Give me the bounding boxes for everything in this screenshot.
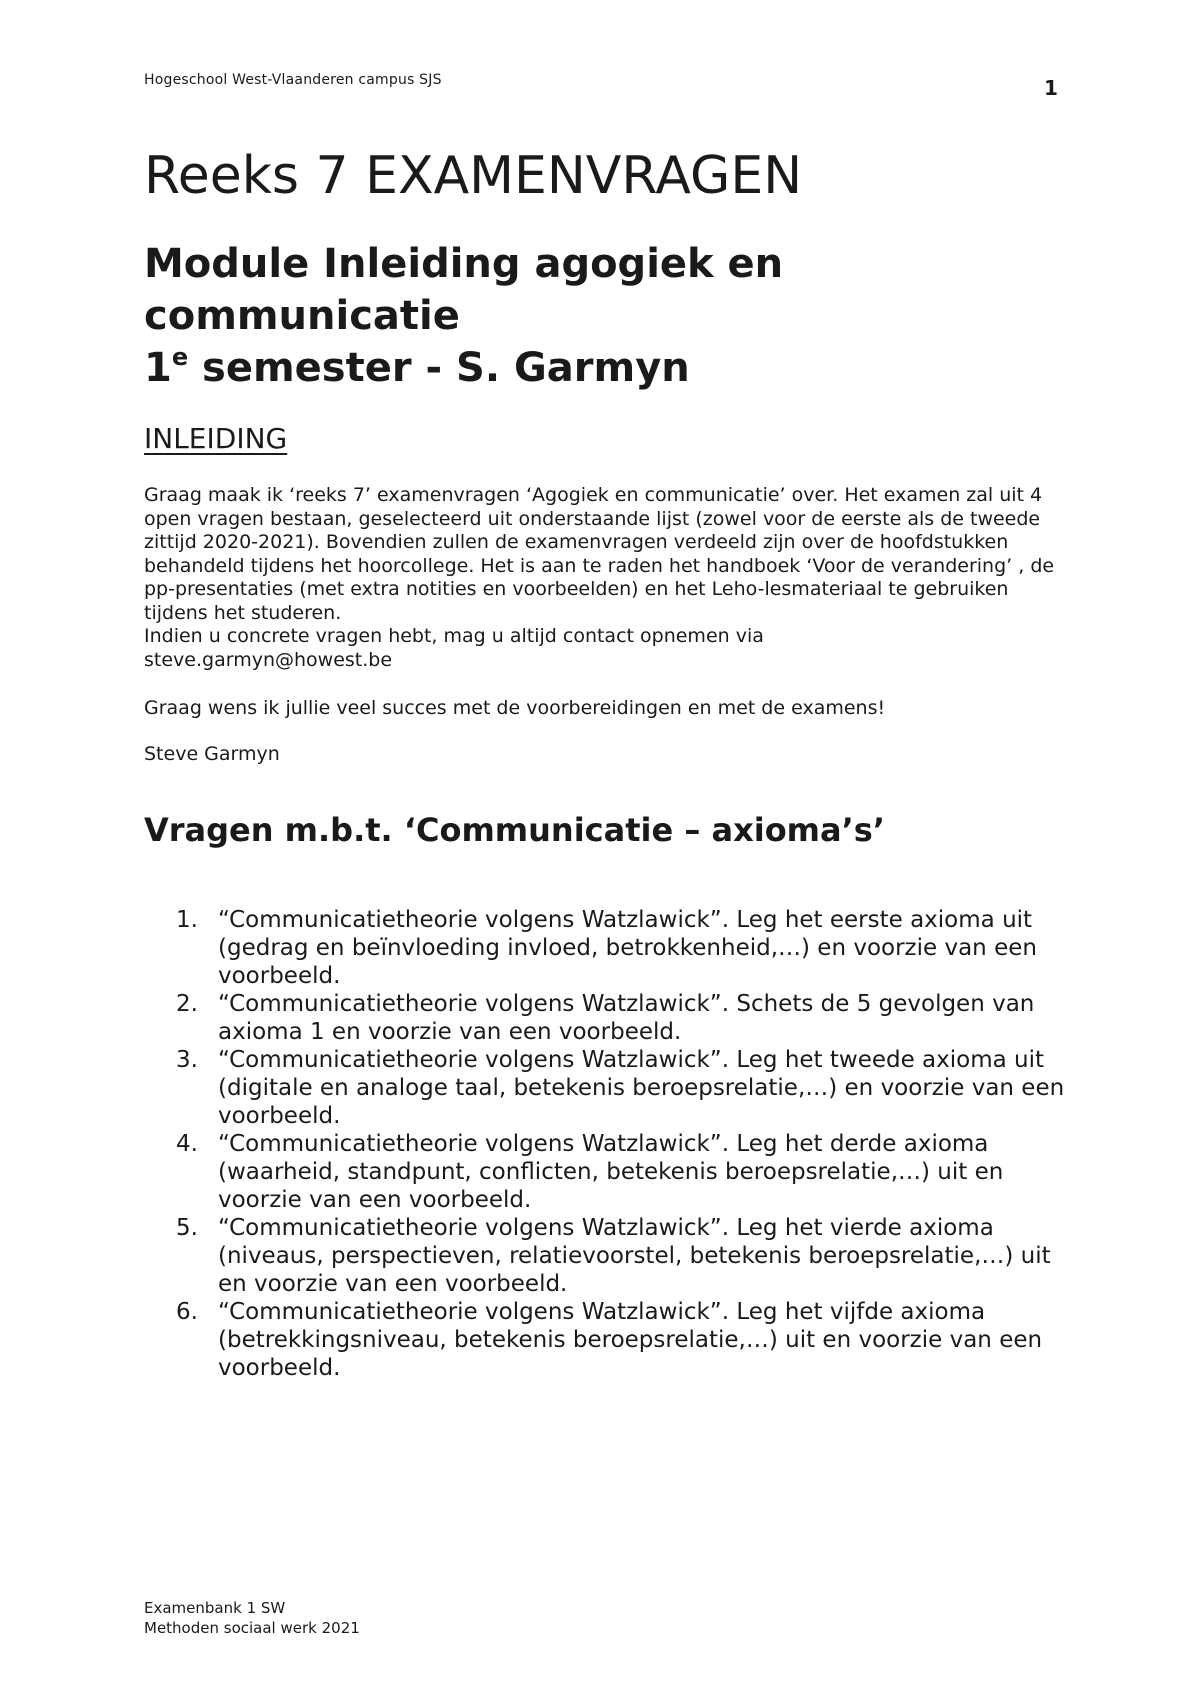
questions-heading: Vragen m.b.t. ‘Communicatie – axioma’s’ — [144, 811, 885, 849]
subtitle-module: Module Inleiding agogiek en communicatie — [144, 241, 784, 339]
footer-line-1: Examenbank 1 SW — [144, 1599, 286, 1617]
question-item: 4. “Communicatietheorie volgens Watzlawick”. Leg het derde axioma (waarheid, standpunt, conflicten, betekenis beroepsrelatie,…) uit en voorzie van een voorbeeld. — [176, 1131, 1004, 1213]
intro-heading: INLEIDING — [144, 422, 288, 455]
document-subtitle — [144, 238, 1044, 394]
question-item: 5. “Communicatietheorie volgens Watzlawick”. Leg het vierde axioma (niveaus, perspectieven, relatievoorstel, betekenis beroepsrelatie,…) uit en voorzie van een voorbeeld. — [176, 1215, 1051, 1297]
footer-line-2: Methoden sociaal werk 2021 — [144, 1619, 360, 1637]
intro-body — [144, 484, 1064, 672]
intro-contact-line: Indien u concrete vragen hebt, mag u altijd contact opnemen via — [144, 625, 764, 647]
intro-wish: Graag wens ik jullie veel succes met de voorbereidingen en met de examens! — [144, 697, 886, 719]
question-item: 3. “Communicatietheorie volgens Watzlawick”. Leg het tweede axioma uit (digitale en analoge taal, betekenis beroepsrelatie,…) en voorzie van een voorbeeld. — [176, 1047, 1065, 1129]
intro-signature: Steve Garmyn — [144, 743, 280, 765]
intro-email-link[interactable]: steve.garmyn@howest.be — [144, 648, 393, 671]
questions-list — [176, 906, 1076, 1382]
header-page-number: 1 — [1044, 76, 1058, 100]
question-item: 1. “Communicatietheorie volgens Watzlawick”. Leg het eerste axioma uit (gedrag en beïnvloeding invloed, betrokkenheid,…) en voorzie van een voorbeeld. — [176, 907, 1037, 989]
intro-paragraph: Graag maak ik ‘reeks 7’ examenvragen ‘Agogiek en communicatie’ over. Het examen zal uit 4 open vragen bestaan, geselecteerd uit onderstaande lijst (zowel voor de eerste als de tweede zittijd 2020-2021). Bovendien zullen de examenvragen verdeeld zijn over de hoofdstukken behandeld tijdens het hoorcollege. Het is aan te raden het handboek ‘Voor de verandering’ , de pp-presentaties (met extra notities en voorbeelden) en het Leho-lesmateriaal te gebruiken tijdens het studeren. — [144, 484, 1055, 624]
footer — [144, 1598, 360, 1638]
subtitle-semester: 1e semester - S. Garmyn — [144, 343, 690, 391]
document-title: Reeks 7 EXAMENVRAGEN — [144, 146, 803, 206]
question-item: 2. “Communicatietheorie volgens Watzlawick”. Schets de 5 gevolgen van axioma 1 en voorzie van een voorbeeld. — [176, 991, 1035, 1045]
question-item: 6. “Communicatietheorie volgens Watzlawick”. Leg het vijfde axioma (betrekkingsniveau, betekenis beroepsrelatie,…) uit en voorzie van een voorbeeld. — [176, 1299, 1043, 1381]
header-institution: Hogeschool West-Vlaanderen campus SJS — [144, 72, 442, 88]
